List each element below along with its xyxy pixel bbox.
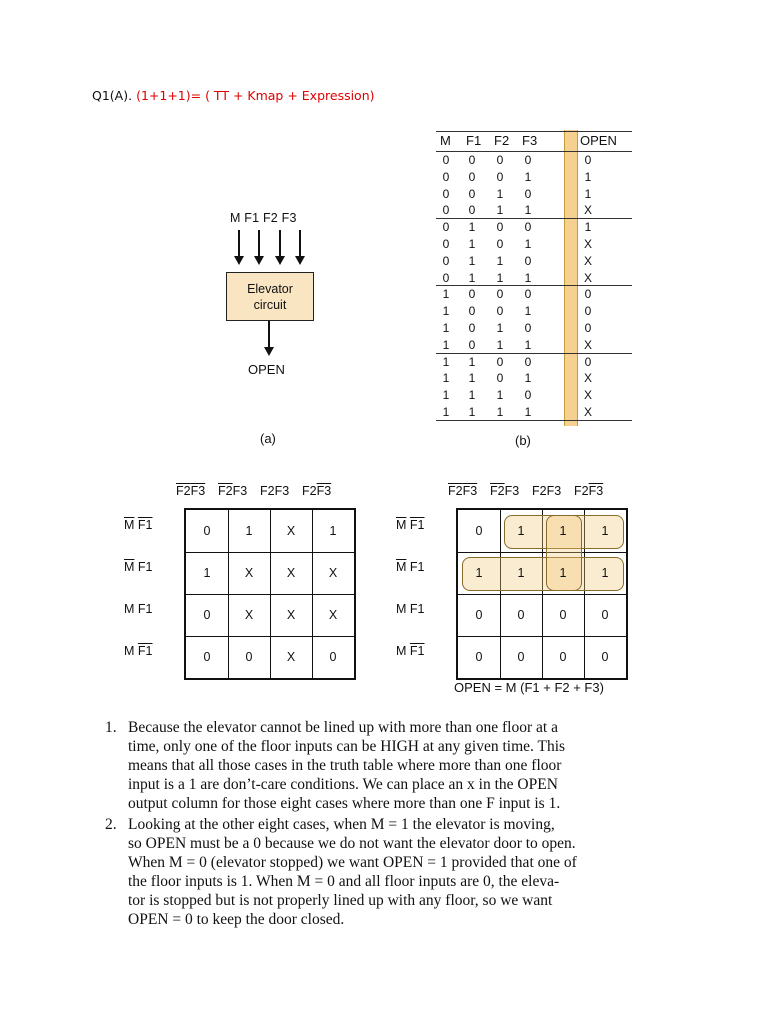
table-header-cell: OPEN xyxy=(580,133,617,148)
table-cell: 0 xyxy=(496,220,504,235)
block-inputs-label: M F1 F2 F3 xyxy=(230,211,297,225)
table-cell: 0 xyxy=(524,220,532,235)
table-cell: 0 xyxy=(442,203,450,218)
kmap-cell: 0 xyxy=(475,650,483,664)
table-cell: X xyxy=(583,203,592,218)
table-cell: 1 xyxy=(496,388,504,403)
table-cell: 1 xyxy=(584,186,592,201)
table-cell: 1 xyxy=(468,405,476,419)
kmap-cell: 0 xyxy=(475,524,483,538)
kmap-cell: X xyxy=(328,608,338,622)
kmap-col-header: F2F3 xyxy=(176,484,206,498)
kmap-cell: X xyxy=(286,650,296,664)
table-cell: 0 xyxy=(468,186,476,201)
kmap-row-header: $\overline{M}$ F1 xyxy=(124,560,153,574)
kmap-row-header: $\overline{M}$ F1 xyxy=(124,518,153,532)
table-cell: 1 xyxy=(524,337,532,352)
table-cell: 1 xyxy=(524,203,532,218)
table-cell: 0 xyxy=(442,237,450,251)
item-2-line: OPEN = 0 to keep the door closed. xyxy=(128,911,345,928)
output-label: OPEN xyxy=(248,362,285,377)
input-arrow-f3 xyxy=(299,230,301,263)
question-number: Q1(A). xyxy=(92,88,133,103)
kmap-cell: 1 xyxy=(601,566,609,580)
table-cell: 1 xyxy=(584,220,592,235)
box-label-line1: Elevator xyxy=(247,281,293,296)
table-cell: 1 xyxy=(496,337,504,352)
table-cell: X xyxy=(583,388,592,403)
table-rule xyxy=(436,151,632,152)
item-1-line: time, only one of the floor inputs can be HIGH at any given time. This xyxy=(128,738,566,755)
kmap-cell: 0 xyxy=(517,608,525,622)
open-expression xyxy=(454,680,604,695)
table-cell: 1 xyxy=(468,388,476,403)
table-cell: 1 xyxy=(468,354,476,369)
table-cell: 0 xyxy=(584,287,592,302)
table-cell: 0 xyxy=(496,237,504,251)
kmap-cell: X xyxy=(286,566,296,580)
table-cell: 0 xyxy=(496,304,504,319)
table-cell: 1 xyxy=(468,220,476,235)
table-header-cell: F3 xyxy=(522,133,538,148)
table-cell: 0 xyxy=(468,304,476,319)
table-cell: 1 xyxy=(468,237,476,251)
table-cell: 1 xyxy=(524,270,532,285)
table-cell: 0 xyxy=(468,287,476,302)
table-cell: 0 xyxy=(524,186,532,201)
input-arrow-f1 xyxy=(258,230,260,263)
marks-breakdown: (1+1+1)= ( TT + Kmap + Expression) xyxy=(136,88,375,103)
table-cell: 1 xyxy=(496,253,504,268)
table-cell: 1 xyxy=(524,169,532,184)
table-cell: 0 xyxy=(468,321,476,335)
kmap-cell: 0 xyxy=(203,524,211,538)
caption-a: (a) xyxy=(260,431,276,446)
item-1-line: means that all those cases in the truth table where more than one floor xyxy=(128,757,562,774)
kmap-cell: 0 xyxy=(559,650,567,664)
kmap-cell: 1 xyxy=(245,524,253,538)
kmap-cell: 1 xyxy=(559,524,567,538)
table-cell: 0 xyxy=(496,153,504,167)
table-cell: 0 xyxy=(584,153,592,167)
explanation-item-1 xyxy=(105,718,728,813)
kmap-col-header: F2F3 xyxy=(260,484,290,498)
table-cell: 1 xyxy=(524,237,532,251)
kmap-cell: 0 xyxy=(245,650,253,664)
item-2-line: Looking at the other eight cases, when M = 1 the elevator is moving, xyxy=(128,816,555,833)
table-cell: 0 xyxy=(468,337,476,352)
kmap-cell: 1 xyxy=(203,566,211,580)
item-2-line: When M = 0 (elevator stopped) we want OPEN = 1 provided that one of xyxy=(128,854,577,871)
table-cell: X xyxy=(583,371,592,386)
kmap-cell: 1 xyxy=(559,566,567,580)
table-header-cell: M xyxy=(440,133,451,148)
item-2-line: tor is stopped but is not properly lined up with any floor, so we want xyxy=(128,892,553,909)
table-cell: 0 xyxy=(584,304,592,319)
kmap-row-header: M F1 xyxy=(396,602,425,616)
kmap-col-header: F2F3 xyxy=(490,484,520,498)
input-arrow-f2 xyxy=(279,230,281,263)
kmap-cell: 0 xyxy=(517,650,525,664)
input-arrow-m xyxy=(238,230,240,263)
kmap-cell: X xyxy=(286,608,296,622)
table-rule xyxy=(436,420,632,421)
table-cell: 1 xyxy=(496,203,504,218)
table-cell: 0 xyxy=(524,153,532,167)
table-cell: 0 xyxy=(442,270,450,285)
elevator-circuit-box xyxy=(226,272,314,321)
table-cell: 1 xyxy=(468,253,476,268)
kmap-cell: 1 xyxy=(475,566,483,580)
table-rule xyxy=(436,353,632,354)
kmap-cell: X xyxy=(286,524,296,538)
table-cell: 1 xyxy=(442,354,450,369)
explanation-item-2 xyxy=(105,815,728,929)
kmap-col-header: F2F3 xyxy=(574,484,604,498)
table-cell: 1 xyxy=(442,337,450,352)
table-cell: 0 xyxy=(468,169,476,184)
kmap-col-header: F2F3 xyxy=(448,484,478,498)
table-cell: 0 xyxy=(524,287,532,302)
item-2-number: 2. xyxy=(105,816,117,833)
table-cell: 0 xyxy=(524,388,532,403)
kmap-cell: 0 xyxy=(601,608,609,622)
kmap-row-header: M F1 xyxy=(124,602,153,616)
kmap-cell: 0 xyxy=(203,608,211,622)
kmap-cell: 0 xyxy=(601,650,609,664)
kmap-row-header: M F1 xyxy=(124,644,153,658)
kmap-cell: 0 xyxy=(475,608,483,622)
item-1-line: output column for those eight cases where more than one F input is 1. xyxy=(128,795,561,812)
table-cell: 1 xyxy=(524,371,532,386)
open-expression-text: OPEN = $\overline{M}$ (F1 + F2 + F3) xyxy=(454,680,604,695)
table-cell: 1 xyxy=(496,405,504,419)
truth-table xyxy=(436,130,632,426)
table-cell: 1 xyxy=(468,371,476,386)
table-header-cell: F2 xyxy=(494,133,510,148)
table-cell: 0 xyxy=(524,321,532,335)
question-header xyxy=(92,88,375,103)
kmap-cell: 1 xyxy=(517,566,525,580)
kmap-cell: X xyxy=(244,608,254,622)
table-cell: X xyxy=(583,337,592,352)
table-cell: 0 xyxy=(442,186,450,201)
kmap-cell: X xyxy=(328,566,338,580)
table-cell: 1 xyxy=(442,287,450,302)
table-cell: 1 xyxy=(524,405,532,419)
table-cell: 0 xyxy=(468,203,476,218)
table-cell: 1 xyxy=(584,169,592,184)
kmap-cell: 1 xyxy=(517,524,525,538)
table-top-rule xyxy=(436,131,632,132)
table-cell: 1 xyxy=(442,304,450,319)
table-cell: 0 xyxy=(442,153,450,167)
kmap-cell: 1 xyxy=(329,524,337,538)
kmap-cell: X xyxy=(244,566,254,580)
table-cell: 0 xyxy=(584,354,592,369)
table-rule xyxy=(436,218,632,219)
table-cell: 1 xyxy=(442,405,450,419)
item-1-number: 1. xyxy=(105,719,117,736)
table-header-cell: F1 xyxy=(466,133,482,148)
output-arrow xyxy=(268,321,270,354)
table-cell: 1 xyxy=(442,388,450,403)
table-cell: 0 xyxy=(496,287,504,302)
table-cell: X xyxy=(583,237,592,251)
table-cell: 0 xyxy=(524,354,532,369)
kmap-col-header: F2F3 xyxy=(532,484,562,498)
table-cell: 0 xyxy=(496,354,504,369)
table-cell: 0 xyxy=(442,220,450,235)
table-cell: 0 xyxy=(584,321,592,335)
table-cell: 0 xyxy=(442,169,450,184)
open-column-highlight xyxy=(564,130,578,426)
table-cell: 1 xyxy=(496,321,504,335)
table-cell: 1 xyxy=(524,304,532,319)
table-cell: 1 xyxy=(442,371,450,386)
kmap-col-header: F2F3 xyxy=(218,484,248,498)
kmap-col-header: F2F3 xyxy=(302,484,332,498)
box-label-line2: circuit xyxy=(253,297,287,312)
kmap-cell: 0 xyxy=(203,650,211,664)
kmap-cell: 0 xyxy=(559,608,567,622)
item-2-line: so OPEN must be a 0 because we do not want the elevator door to open. xyxy=(128,835,576,852)
table-cell: 1 xyxy=(496,270,504,285)
table-cell: X xyxy=(583,253,592,268)
kmap-cell: 0 xyxy=(329,650,337,664)
table-cell: X xyxy=(583,405,592,419)
table-cell: 0 xyxy=(496,169,504,184)
kmap-row-header: $\overline{M}$ F1 xyxy=(396,560,425,574)
kmap-row-header: M F1 xyxy=(396,644,425,658)
table-cell: 1 xyxy=(468,270,476,285)
item-2-line: the floor inputs is 1. When M = 0 and all floor inputs are 0, the eleva- xyxy=(128,873,560,890)
table-cell: 1 xyxy=(442,321,450,335)
kmap-row-header: $\overline{M}$ F1 xyxy=(396,518,425,532)
kmap-cell: 1 xyxy=(601,524,609,538)
table-cell: 1 xyxy=(496,186,504,201)
caption-b: (b) xyxy=(515,433,531,448)
table-rule xyxy=(436,285,632,286)
table-cell: 0 xyxy=(524,253,532,268)
table-cell: X xyxy=(583,270,592,285)
item-1-line: Because the elevator cannot be lined up with more than one floor at a xyxy=(128,719,558,736)
table-cell: 0 xyxy=(442,253,450,268)
table-cell: 0 xyxy=(496,371,504,386)
table-cell: 0 xyxy=(468,153,476,167)
item-1-line: input is a 1 are don’t-care conditions. We can place an x in the OPEN xyxy=(128,776,558,793)
